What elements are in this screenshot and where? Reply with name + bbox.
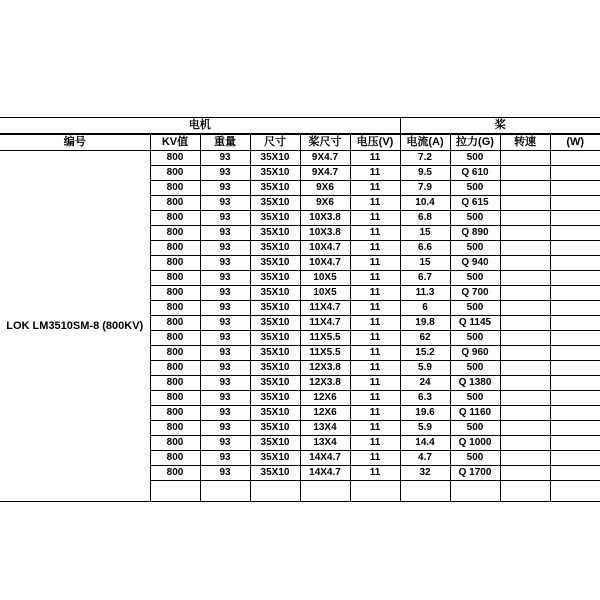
current-cell[interactable]: 19.6 bbox=[400, 406, 450, 421]
kv-cell[interactable]: 800 bbox=[150, 331, 200, 346]
prop-size-cell[interactable]: 10X4.7 bbox=[300, 256, 350, 271]
empty-cell[interactable] bbox=[350, 481, 400, 502]
rpm-cell[interactable] bbox=[500, 316, 550, 331]
thrust-cell[interactable]: Q 1145 bbox=[450, 316, 500, 331]
watts-cell[interactable] bbox=[550, 391, 600, 406]
kv-cell[interactable]: 800 bbox=[150, 346, 200, 361]
current-cell[interactable]: 6.7 bbox=[400, 271, 450, 286]
col-header-weight[interactable]: 重量 bbox=[200, 134, 250, 151]
kv-cell[interactable]: 800 bbox=[150, 151, 200, 166]
size-cell[interactable]: 35X10 bbox=[250, 421, 300, 436]
col-header-prop-size[interactable]: 桨尺寸 bbox=[300, 134, 350, 151]
watts-cell[interactable] bbox=[550, 436, 600, 451]
weight-cell[interactable]: 93 bbox=[200, 151, 250, 166]
empty-cell[interactable] bbox=[550, 481, 600, 502]
empty-cell[interactable] bbox=[450, 481, 500, 502]
spreadsheet bbox=[0, 117, 600, 502]
thrust-cell[interactable]: Q 1380 bbox=[450, 376, 500, 391]
current-cell[interactable]: 11.3 bbox=[400, 286, 450, 301]
kv-cell[interactable]: 800 bbox=[150, 286, 200, 301]
watts-cell[interactable] bbox=[550, 286, 600, 301]
prop-size-cell[interactable]: 9X4.7 bbox=[300, 166, 350, 181]
col-header-size[interactable]: 尺寸 bbox=[250, 134, 300, 151]
current-cell[interactable]: 15 bbox=[400, 226, 450, 241]
voltage-cell[interactable]: 11 bbox=[350, 466, 400, 481]
voltage-cell[interactable]: 11 bbox=[350, 421, 400, 436]
weight-cell[interactable]: 93 bbox=[200, 211, 250, 226]
weight-cell[interactable]: 93 bbox=[200, 256, 250, 271]
weight-cell[interactable]: 93 bbox=[200, 466, 250, 481]
voltage-cell[interactable]: 11 bbox=[350, 451, 400, 466]
voltage-cell[interactable]: 11 bbox=[350, 166, 400, 181]
thrust-cell[interactable]: Q 610 bbox=[450, 166, 500, 181]
empty-cell[interactable] bbox=[150, 481, 200, 502]
thrust-cell[interactable]: 500 bbox=[450, 211, 500, 226]
watts-cell[interactable] bbox=[550, 301, 600, 316]
rpm-cell[interactable] bbox=[500, 211, 550, 226]
size-cell[interactable]: 35X10 bbox=[250, 226, 300, 241]
weight-cell[interactable]: 93 bbox=[200, 346, 250, 361]
current-cell[interactable]: 9.5 bbox=[400, 166, 450, 181]
prop-size-cell[interactable]: 10X4.7 bbox=[300, 241, 350, 256]
kv-cell[interactable]: 800 bbox=[150, 466, 200, 481]
size-cell[interactable]: 35X10 bbox=[250, 436, 300, 451]
weight-cell[interactable]: 93 bbox=[200, 196, 250, 211]
size-cell[interactable]: 35X10 bbox=[250, 211, 300, 226]
weight-cell[interactable]: 93 bbox=[200, 286, 250, 301]
col-header-voltage[interactable]: 电压(V) bbox=[350, 134, 400, 151]
kv-cell[interactable]: 800 bbox=[150, 451, 200, 466]
voltage-cell[interactable]: 11 bbox=[350, 361, 400, 376]
watts-cell[interactable] bbox=[550, 466, 600, 481]
weight-cell[interactable]: 93 bbox=[200, 421, 250, 436]
weight-cell[interactable]: 93 bbox=[200, 166, 250, 181]
current-cell[interactable]: 6.8 bbox=[400, 211, 450, 226]
prop-size-cell[interactable]: 9X6 bbox=[300, 181, 350, 196]
thrust-cell[interactable]: Q 615 bbox=[450, 196, 500, 211]
thrust-cell[interactable]: 500 bbox=[450, 451, 500, 466]
thrust-cell[interactable]: Q 1160 bbox=[450, 406, 500, 421]
prop-size-cell[interactable]: 13X4 bbox=[300, 436, 350, 451]
watts-cell[interactable] bbox=[550, 406, 600, 421]
watts-cell[interactable] bbox=[550, 451, 600, 466]
voltage-cell[interactable]: 11 bbox=[350, 376, 400, 391]
current-cell[interactable]: 62 bbox=[400, 331, 450, 346]
weight-cell[interactable]: 93 bbox=[200, 376, 250, 391]
thrust-cell[interactable]: 500 bbox=[450, 181, 500, 196]
voltage-cell[interactable]: 11 bbox=[350, 181, 400, 196]
group-header-row bbox=[0, 118, 600, 135]
kv-cell[interactable]: 800 bbox=[150, 436, 200, 451]
prop-size-cell[interactable]: 14X4.7 bbox=[300, 451, 350, 466]
watts-cell[interactable] bbox=[550, 271, 600, 286]
watts-cell[interactable] bbox=[550, 346, 600, 361]
voltage-cell[interactable]: 11 bbox=[350, 391, 400, 406]
size-cell[interactable]: 35X10 bbox=[250, 466, 300, 481]
weight-cell[interactable]: 93 bbox=[200, 241, 250, 256]
kv-cell[interactable]: 800 bbox=[150, 376, 200, 391]
current-cell[interactable]: 4.7 bbox=[400, 451, 450, 466]
voltage-cell[interactable]: 11 bbox=[350, 301, 400, 316]
kv-cell[interactable]: 800 bbox=[150, 406, 200, 421]
rpm-cell[interactable] bbox=[500, 271, 550, 286]
rpm-cell[interactable] bbox=[500, 286, 550, 301]
empty-cell[interactable] bbox=[250, 481, 300, 502]
weight-cell[interactable]: 93 bbox=[200, 391, 250, 406]
empty-cell[interactable] bbox=[200, 481, 250, 502]
rpm-cell[interactable] bbox=[500, 406, 550, 421]
watts-cell[interactable] bbox=[550, 211, 600, 226]
thrust-cell[interactable]: Q 1000 bbox=[450, 436, 500, 451]
thrust-cell[interactable]: Q 960 bbox=[450, 346, 500, 361]
prop-size-cell[interactable]: 11X4.7 bbox=[300, 301, 350, 316]
size-cell[interactable]: 35X10 bbox=[250, 256, 300, 271]
rpm-cell[interactable] bbox=[500, 376, 550, 391]
size-cell[interactable]: 35X10 bbox=[250, 286, 300, 301]
rpm-cell[interactable] bbox=[500, 151, 550, 166]
voltage-cell[interactable]: 11 bbox=[350, 286, 400, 301]
thrust-cell[interactable]: 500 bbox=[450, 301, 500, 316]
voltage-cell[interactable]: 11 bbox=[350, 151, 400, 166]
watts-cell[interactable] bbox=[550, 181, 600, 196]
column-header-row bbox=[0, 134, 600, 151]
voltage-cell[interactable]: 11 bbox=[350, 271, 400, 286]
size-cell[interactable]: 35X10 bbox=[250, 391, 300, 406]
weight-cell[interactable]: 93 bbox=[200, 331, 250, 346]
group-prop-cell[interactable]: 桨 bbox=[400, 118, 600, 135]
current-cell[interactable]: 32 bbox=[400, 466, 450, 481]
prop-size-cell[interactable]: 10X5 bbox=[300, 271, 350, 286]
prop-size-cell[interactable]: 10X3.8 bbox=[300, 226, 350, 241]
thrust-cell[interactable]: 500 bbox=[450, 331, 500, 346]
thrust-cell[interactable]: 500 bbox=[450, 421, 500, 436]
watts-cell[interactable] bbox=[550, 196, 600, 211]
table-row bbox=[0, 151, 600, 166]
prop-size-cell[interactable]: 11X4.7 bbox=[300, 316, 350, 331]
kv-cell[interactable]: 800 bbox=[150, 391, 200, 406]
rpm-cell[interactable] bbox=[500, 241, 550, 256]
kv-cell[interactable]: 800 bbox=[150, 226, 200, 241]
motor-test-table bbox=[0, 117, 600, 502]
rpm-cell[interactable] bbox=[500, 391, 550, 406]
current-cell[interactable]: 5.9 bbox=[400, 421, 450, 436]
voltage-cell[interactable]: 11 bbox=[350, 226, 400, 241]
prop-size-cell[interactable]: 10X5 bbox=[300, 286, 350, 301]
kv-cell[interactable]: 800 bbox=[150, 211, 200, 226]
kv-cell[interactable]: 800 bbox=[150, 241, 200, 256]
size-cell[interactable]: 35X10 bbox=[250, 346, 300, 361]
weight-cell[interactable]: 93 bbox=[200, 406, 250, 421]
current-cell[interactable]: 15.2 bbox=[400, 346, 450, 361]
weight-cell[interactable]: 93 bbox=[200, 271, 250, 286]
prop-size-cell[interactable]: 12X3.8 bbox=[300, 361, 350, 376]
rpm-cell[interactable] bbox=[500, 361, 550, 376]
size-cell[interactable]: 35X10 bbox=[250, 151, 300, 166]
watts-cell[interactable] bbox=[550, 241, 600, 256]
rpm-cell[interactable] bbox=[500, 166, 550, 181]
watts-cell[interactable] bbox=[550, 226, 600, 241]
rpm-cell[interactable] bbox=[500, 196, 550, 211]
prop-size-cell[interactable]: 12X6 bbox=[300, 406, 350, 421]
weight-cell[interactable]: 93 bbox=[200, 361, 250, 376]
empty-cell[interactable] bbox=[400, 481, 450, 502]
prop-size-cell[interactable]: 14X4.7 bbox=[300, 466, 350, 481]
current-cell[interactable]: 10.4 bbox=[400, 196, 450, 211]
rpm-cell[interactable] bbox=[500, 256, 550, 271]
prop-size-cell[interactable]: 11X5.5 bbox=[300, 346, 350, 361]
size-cell[interactable]: 35X10 bbox=[250, 196, 300, 211]
size-cell[interactable]: 35X10 bbox=[250, 331, 300, 346]
kv-cell[interactable]: 800 bbox=[150, 196, 200, 211]
weight-cell[interactable]: 93 bbox=[200, 316, 250, 331]
weight-cell[interactable]: 93 bbox=[200, 301, 250, 316]
voltage-cell[interactable]: 11 bbox=[350, 346, 400, 361]
current-cell[interactable]: 24 bbox=[400, 376, 450, 391]
size-cell[interactable]: 35X10 bbox=[250, 316, 300, 331]
watts-cell[interactable] bbox=[550, 151, 600, 166]
kv-cell[interactable]: 800 bbox=[150, 361, 200, 376]
prop-size-cell[interactable]: 9X4.7 bbox=[300, 151, 350, 166]
kv-cell[interactable]: 800 bbox=[150, 271, 200, 286]
current-cell[interactable]: 7.9 bbox=[400, 181, 450, 196]
thrust-cell[interactable]: 500 bbox=[450, 271, 500, 286]
voltage-cell[interactable]: 11 bbox=[350, 331, 400, 346]
thrust-cell[interactable]: Q 1700 bbox=[450, 466, 500, 481]
kv-cell[interactable]: 800 bbox=[150, 301, 200, 316]
thrust-cell[interactable]: Q 890 bbox=[450, 226, 500, 241]
col-header-rpm[interactable]: 转速 bbox=[500, 134, 550, 151]
current-cell[interactable]: 19.8 bbox=[400, 316, 450, 331]
prop-size-cell[interactable]: 10X3.8 bbox=[300, 211, 350, 226]
voltage-cell[interactable]: 11 bbox=[350, 196, 400, 211]
col-header-watts[interactable]: (W) bbox=[550, 134, 600, 151]
col-header-id[interactable]: 编号 bbox=[0, 134, 150, 151]
thrust-cell[interactable]: 500 bbox=[450, 151, 500, 166]
current-cell[interactable]: 6 bbox=[400, 301, 450, 316]
watts-cell[interactable] bbox=[550, 376, 600, 391]
watts-cell[interactable] bbox=[550, 166, 600, 181]
col-header-kv[interactable]: KV值 bbox=[150, 134, 200, 151]
rpm-cell[interactable] bbox=[500, 301, 550, 316]
current-cell[interactable]: 15 bbox=[400, 256, 450, 271]
current-cell[interactable]: 5.9 bbox=[400, 361, 450, 376]
kv-cell[interactable]: 800 bbox=[150, 256, 200, 271]
kv-cell[interactable]: 800 bbox=[150, 421, 200, 436]
voltage-cell[interactable]: 11 bbox=[350, 436, 400, 451]
kv-cell[interactable]: 800 bbox=[150, 181, 200, 196]
size-cell[interactable]: 35X10 bbox=[250, 451, 300, 466]
current-cell[interactable]: 6.6 bbox=[400, 241, 450, 256]
rpm-cell[interactable] bbox=[500, 436, 550, 451]
rpm-cell[interactable] bbox=[500, 226, 550, 241]
prop-size-cell[interactable]: 12X3.8 bbox=[300, 376, 350, 391]
thrust-cell[interactable]: 500 bbox=[450, 361, 500, 376]
current-cell[interactable]: 14.4 bbox=[400, 436, 450, 451]
watts-cell[interactable] bbox=[550, 421, 600, 436]
empty-cell[interactable] bbox=[300, 481, 350, 502]
size-cell[interactable]: 35X10 bbox=[250, 166, 300, 181]
voltage-cell[interactable]: 11 bbox=[350, 316, 400, 331]
prop-size-cell[interactable]: 12X6 bbox=[300, 391, 350, 406]
size-cell[interactable]: 35X10 bbox=[250, 376, 300, 391]
size-cell[interactable]: 35X10 bbox=[250, 241, 300, 256]
thrust-cell[interactable]: Q 940 bbox=[450, 256, 500, 271]
voltage-cell[interactable]: 11 bbox=[350, 211, 400, 226]
current-cell[interactable]: 6.3 bbox=[400, 391, 450, 406]
size-cell[interactable]: 35X10 bbox=[250, 301, 300, 316]
size-cell[interactable]: 35X10 bbox=[250, 361, 300, 376]
weight-cell[interactable]: 93 bbox=[200, 181, 250, 196]
col-header-current[interactable]: 电流(A) bbox=[400, 134, 450, 151]
size-cell[interactable]: 35X10 bbox=[250, 406, 300, 421]
rpm-cell[interactable] bbox=[500, 346, 550, 361]
col-header-thrust[interactable]: 拉力(G) bbox=[450, 134, 500, 151]
weight-cell[interactable]: 93 bbox=[200, 436, 250, 451]
weight-cell[interactable]: 93 bbox=[200, 226, 250, 241]
thrust-cell[interactable]: Q 700 bbox=[450, 286, 500, 301]
empty-cell[interactable] bbox=[500, 481, 550, 502]
watts-cell[interactable] bbox=[550, 256, 600, 271]
kv-cell[interactable]: 800 bbox=[150, 166, 200, 181]
rpm-cell[interactable] bbox=[500, 421, 550, 436]
rpm-cell[interactable] bbox=[500, 451, 550, 466]
current-cell[interactable]: 7.2 bbox=[400, 151, 450, 166]
rpm-cell[interactable] bbox=[500, 331, 550, 346]
thrust-cell[interactable]: 500 bbox=[450, 241, 500, 256]
prop-size-cell[interactable]: 9X6 bbox=[300, 196, 350, 211]
watts-cell[interactable] bbox=[550, 361, 600, 376]
voltage-cell[interactable]: 11 bbox=[350, 406, 400, 421]
watts-cell[interactable] bbox=[550, 316, 600, 331]
size-cell[interactable]: 35X10 bbox=[250, 181, 300, 196]
rpm-cell[interactable] bbox=[500, 466, 550, 481]
thrust-cell[interactable]: 500 bbox=[450, 391, 500, 406]
prop-size-cell[interactable]: 11X5.5 bbox=[300, 331, 350, 346]
kv-cell[interactable]: 800 bbox=[150, 316, 200, 331]
rpm-cell[interactable] bbox=[500, 181, 550, 196]
voltage-cell[interactable]: 11 bbox=[350, 256, 400, 271]
weight-cell[interactable]: 93 bbox=[200, 451, 250, 466]
group-motor-cell[interactable]: 电机 bbox=[0, 118, 400, 135]
model-cell[interactable]: LOK LM3510SM-8 (800KV) bbox=[0, 151, 150, 502]
watts-cell[interactable] bbox=[550, 331, 600, 346]
size-cell[interactable]: 35X10 bbox=[250, 271, 300, 286]
voltage-cell[interactable]: 11 bbox=[350, 241, 400, 256]
prop-size-cell[interactable]: 13X4 bbox=[300, 421, 350, 436]
